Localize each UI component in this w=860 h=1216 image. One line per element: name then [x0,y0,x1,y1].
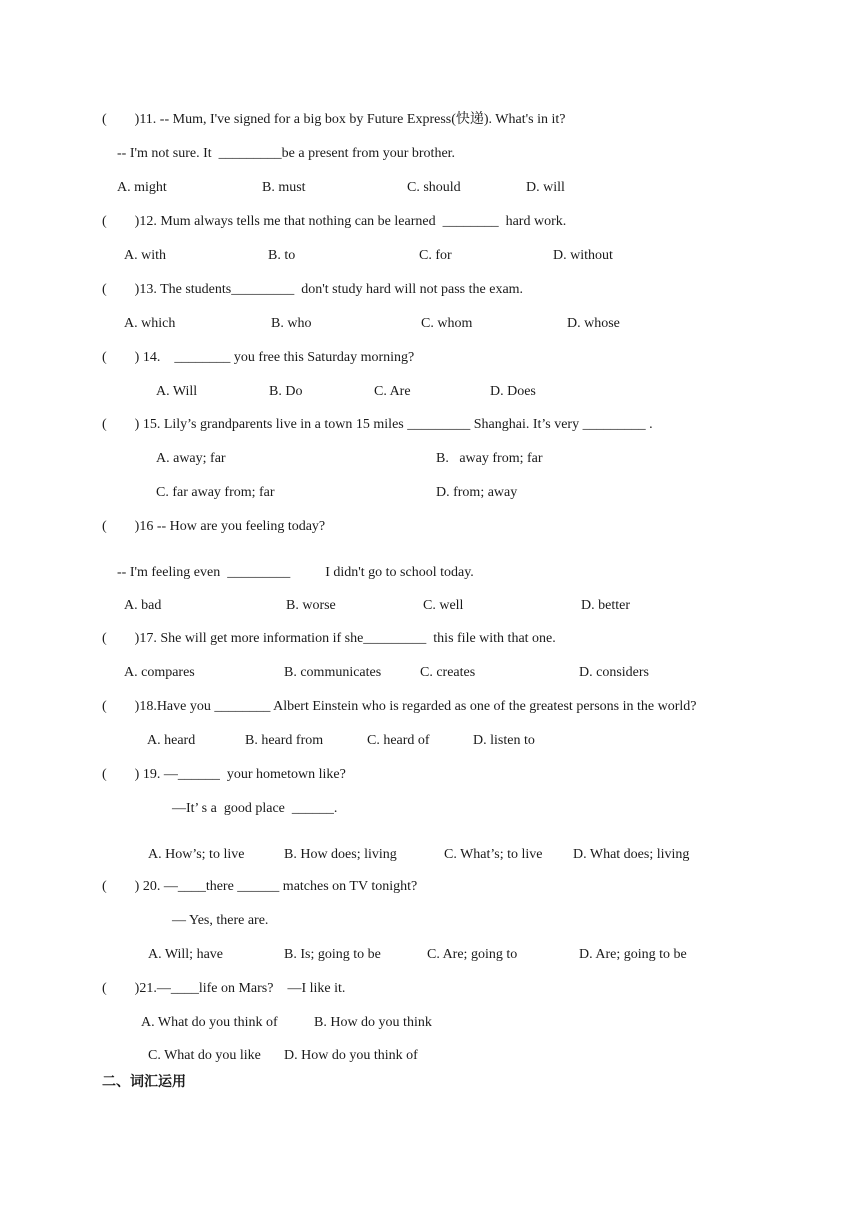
question-20-option-d: D. Are; going to be [579,947,687,962]
question-13-option-b: B. who [271,316,312,331]
question-16-option-a: A. bad [124,598,162,613]
question-21-option-c: C. What do you like [148,1048,261,1063]
question-13-option-d: D. whose [567,316,620,331]
question-18-stem: ( )18.Have you ________ Albert Einstein who is regarded as one of the greatest persons in the world? [102,699,697,714]
question-14-option-d: D. Does [490,384,536,399]
question-13-stem: ( )13. The students_________ don't study hard will not pass the exam. [102,282,524,297]
question-17-option-d: D. considers [579,665,649,680]
question-19-option-c: C. What’s; to live [444,847,543,862]
question-15-option-d: D. from; away [436,485,518,500]
question-11-response: -- I'm not sure. It _________be a present from your brother. [117,146,456,161]
question-21-option-a: A. What do you think of [141,1015,278,1030]
question-16-stem: ( )16 -- How are you feeling today? [102,519,326,534]
question-16-response: -- I'm feeling even _________ I didn't go to school today. [117,565,474,580]
question-13-option-a: A. which [124,316,176,331]
question-20-stem: ( ) 20. —____there ______ matches on TV tonight? [102,879,418,894]
question-13-option-c: C. whom [421,316,473,331]
question-11-stem: ( )11. -- Mum, I've signed for a big box by Future Express(快递). What's in it? [102,112,566,127]
question-19-option-b: B. How does; living [284,847,397,862]
question-12-stem: ( )12. Mum always tells me that nothing can be learned ________ hard work. [102,214,567,229]
question-20-option-b: B. Is; going to be [284,947,381,962]
question-11-option-c: C. should [407,180,461,195]
question-14-stem: ( ) 14. ________ you free this Saturday morning? [102,350,415,365]
question-19-option-d: D. What does; living [573,847,690,862]
question-18-option-b: B. heard from [245,733,324,748]
question-20-response: — Yes, there are. [172,913,269,928]
question-16-option-d: D. better [581,598,630,613]
question-18-option-a: A. heard [147,733,196,748]
question-15-option-b: B. away from; far [436,451,543,466]
question-15-option-a: A. away; far [156,451,226,466]
question-12-option-b: B. to [268,248,296,263]
question-19-response: —It’ s a good place ______. [172,801,338,816]
question-12-option-a: A. with [124,248,166,263]
question-16-option-b: B. worse [286,598,336,613]
question-20-option-a: A. Will; have [148,947,223,962]
question-15-stem: ( ) 15. Lily’s grandparents live in a town 15 miles _________ Shanghai. It’s very _________ . [102,417,653,432]
question-21-stem: ( )21.—____life on Mars? —I like it. [102,981,346,996]
question-19-option-a: A. How’s; to live [148,847,245,862]
question-18-option-d: D. listen to [473,733,535,748]
question-18-option-c: C. heard of [367,733,430,748]
question-14-option-b: B. Do [269,384,303,399]
question-14-option-a: A. Will [156,384,198,399]
question-17-stem: ( )17. She will get more information if she_________ this file with that one. [102,631,556,646]
question-12-option-d: D. without [553,248,613,263]
question-20-option-c: C. Are; going to [427,947,518,962]
section-heading: 二、词汇运用 [102,1074,186,1090]
question-19-stem: ( ) 19. —______ your hometown like? [102,767,346,782]
question-16-option-c: C. well [423,598,464,613]
question-14-option-c: C. Are [374,384,411,399]
question-11-option-d: D. will [526,180,565,195]
question-15-option-c: C. far away from; far [156,485,275,500]
question-17-option-c: C. creates [420,665,476,680]
question-12-option-c: C. for [419,248,452,263]
question-11-option-a: A. might [117,180,167,195]
question-17-option-a: A. compares [124,665,195,680]
question-21-option-b: B. How do you think [314,1015,432,1030]
question-21-option-d: D. How do you think of [284,1048,418,1063]
question-17-option-b: B. communicates [284,665,382,680]
question-11-option-b: B. must [262,180,306,195]
